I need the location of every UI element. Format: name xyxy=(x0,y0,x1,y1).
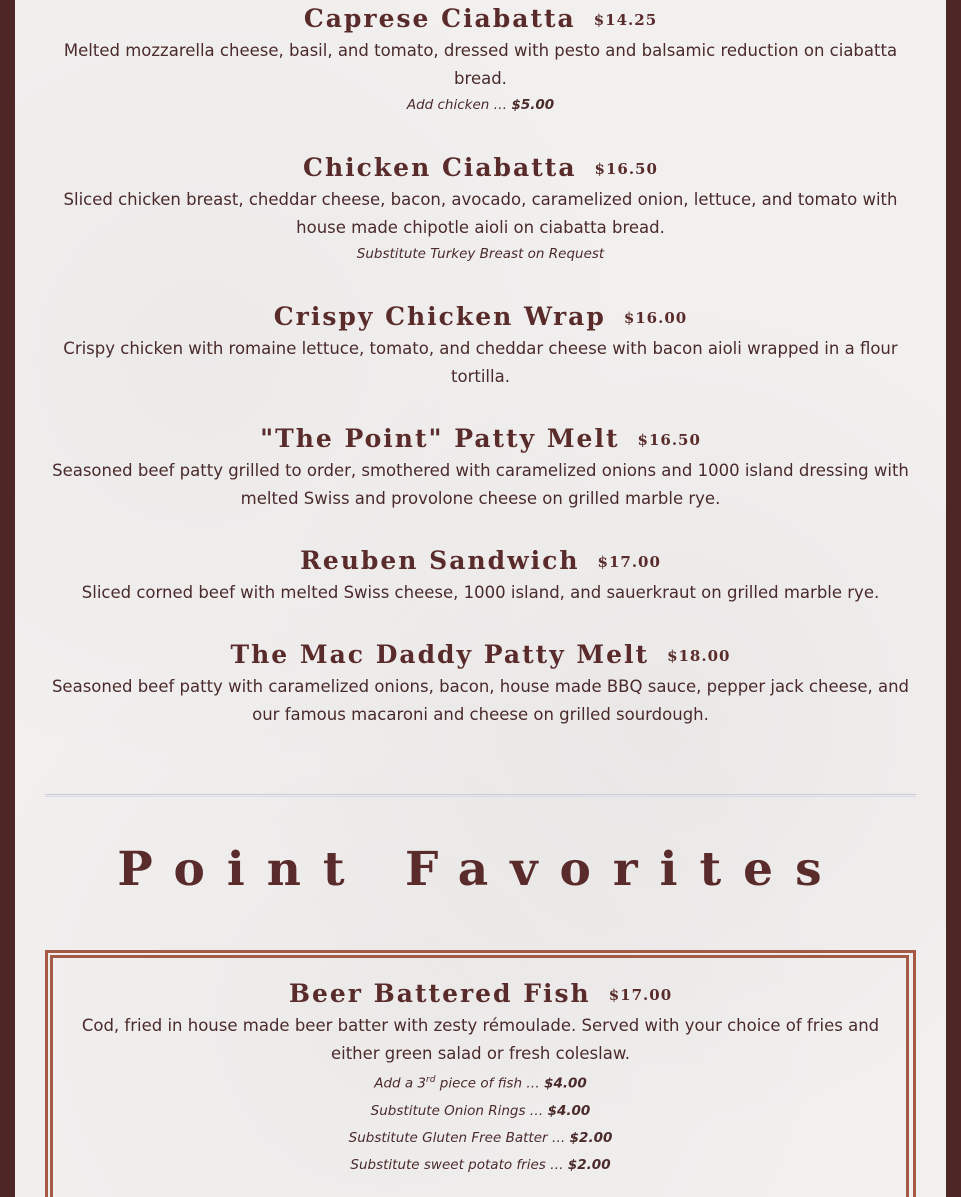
note-text: Substitute Turkey Breast on Request xyxy=(356,246,605,262)
note-price: $2.00 xyxy=(567,1156,611,1173)
item-name: Crispy Chicken Wrap xyxy=(273,302,606,331)
item-description: Sliced corned beef with melted Swiss cheese, 1000 island, and sauerkraut on grilled marble rye. xyxy=(81,583,880,602)
menu-item-crispy-chicken-wrap xyxy=(15,302,946,390)
note-text: Substitute Onion Rings … xyxy=(370,1102,548,1119)
item-price: $18.00 xyxy=(667,647,731,665)
item-name: Beer Battered Fish xyxy=(288,979,591,1008)
item-header xyxy=(15,302,946,331)
item-header xyxy=(15,979,946,1008)
item-header xyxy=(15,153,946,182)
item-price: $16.50 xyxy=(637,431,701,449)
note-superscript: rd xyxy=(426,1075,436,1085)
item-price: $16.00 xyxy=(623,309,688,327)
menu-item-caprese-ciabatta xyxy=(15,4,946,119)
item-price: $17.00 xyxy=(597,553,661,571)
item-note xyxy=(15,1098,946,1125)
item-description: Seasoned beef patty with caramelized onions, bacon, house made BBQ sauce, pepper jack cheese, and our famous macaroni and cheese on grilled sourdough. xyxy=(51,677,910,724)
item-header xyxy=(15,424,946,453)
section-title: Point Favorites xyxy=(117,842,844,897)
item-note xyxy=(15,241,946,268)
menu-page xyxy=(15,0,946,1197)
item-name: Chicken Ciabatta xyxy=(303,153,577,182)
item-price: $17.00 xyxy=(608,986,673,1004)
note-text: piece of fish … xyxy=(435,1075,545,1092)
note-price: $2.00 xyxy=(569,1129,613,1146)
note-price: $5.00 xyxy=(511,97,555,113)
item-name: "The Point" Patty Melt xyxy=(260,424,620,453)
item-header xyxy=(15,4,946,33)
item-name: Caprese Ciabatta xyxy=(303,4,576,33)
menu-item-reuben-sandwich xyxy=(15,546,946,607)
note-price: $4.00 xyxy=(544,1075,587,1092)
item-note xyxy=(15,92,946,119)
item-description: Sliced chicken breast, cheddar cheese, bacon, avocado, caramelized onion, lettuce, and tomato with house made chipotle aioli on ciabatta bread. xyxy=(63,190,898,237)
item-name: The Mac Daddy Patty Melt xyxy=(230,640,650,669)
item-description: Melted mozzarella cheese, basil, and tomato, dressed with pesto and balsamic reduction on ciabatta bread. xyxy=(63,41,898,88)
note-text: Substitute sweet potato fries … xyxy=(350,1156,568,1173)
note-text: Substitute Gluten Free Batter … xyxy=(348,1129,570,1146)
note-text: Add a 3 xyxy=(374,1075,427,1092)
item-description: Cod, fried in house made beer batter with zesty rémoulade. Served with your choice of fries and either green salad or fresh coleslaw. xyxy=(81,1016,880,1063)
item-price: $16.50 xyxy=(594,160,658,178)
menu-item-beer-battered-fish xyxy=(15,979,946,1179)
item-note xyxy=(15,1125,946,1152)
menu-item-the-point-patty-melt xyxy=(15,424,946,512)
section-divider xyxy=(45,794,916,797)
item-name: Reuben Sandwich xyxy=(300,546,580,575)
item-description: Crispy chicken with romaine lettuce, tomato, and cheddar cheese with bacon aioli wrapped in a flour tortilla. xyxy=(63,339,898,386)
item-price: $14.25 xyxy=(593,11,658,29)
item-header xyxy=(15,546,946,575)
menu-item-mac-daddy-patty-melt xyxy=(15,640,946,728)
item-header xyxy=(15,640,946,669)
item-note xyxy=(15,1152,946,1179)
item-description: Seasoned beef patty grilled to order, smothered with caramelized onions and 1000 island dressing with melted Swiss and provolone cheese on grilled marble rye. xyxy=(52,461,909,508)
note-price: $4.00 xyxy=(547,1102,591,1119)
note-text: Add chicken … xyxy=(406,97,512,113)
item-note xyxy=(15,1067,946,1098)
menu-item-chicken-ciabatta xyxy=(15,153,946,268)
